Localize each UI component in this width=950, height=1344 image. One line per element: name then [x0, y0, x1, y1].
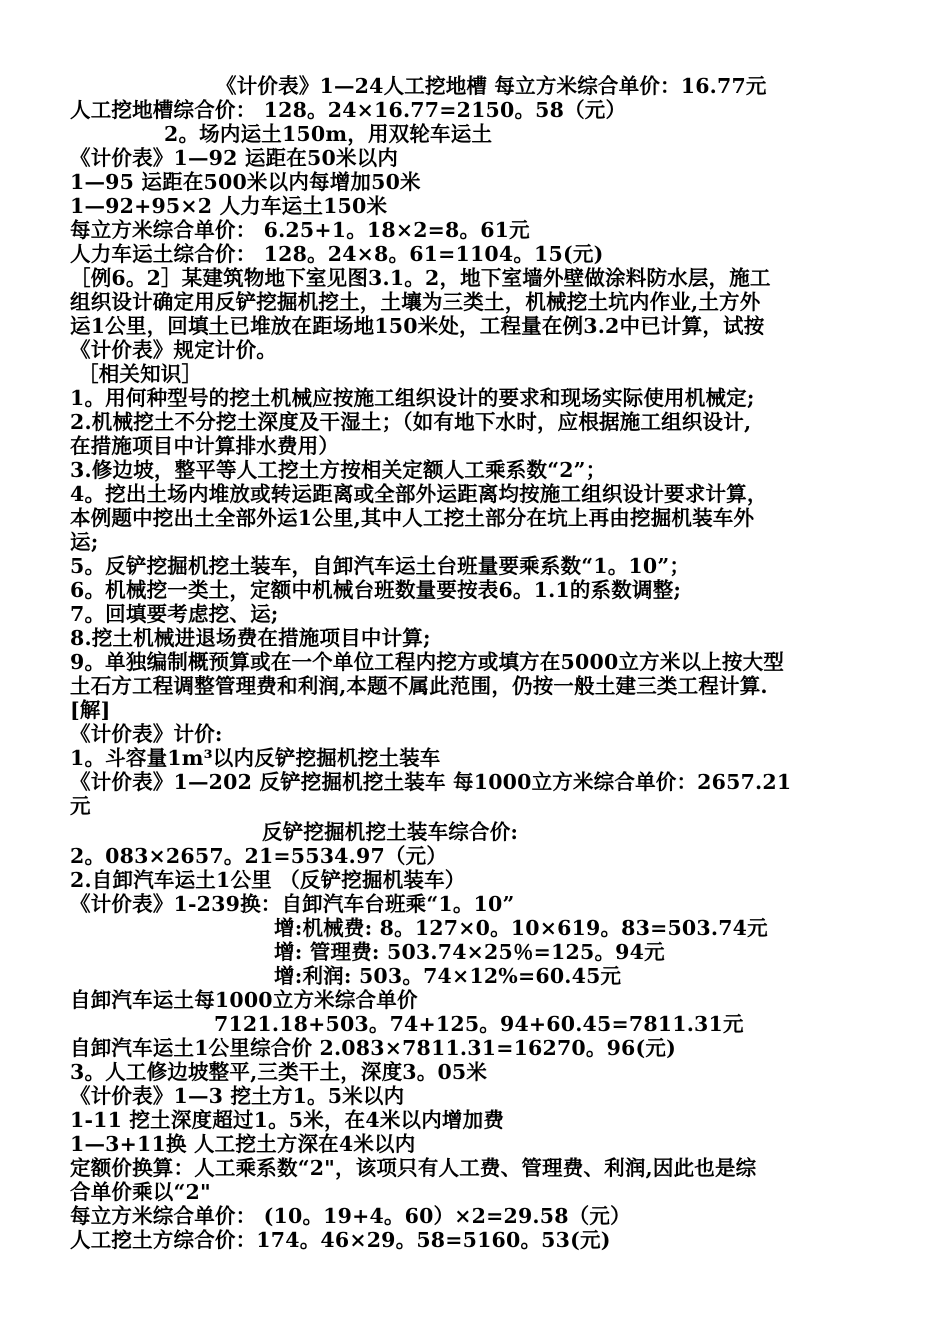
text-line: 7。回填要考虑挖、运;: [70, 602, 279, 626]
text-line: 4。挖出土场内堆放或转运距离或全部外运距离均按施工组织设计要求计算，: [70, 482, 768, 506]
text-line: 人工挖土方综合价：174。46×29。58=5160。53(元): [70, 1228, 611, 1252]
text-line: 增: 管理费: 503.74×25％=125。94元: [274, 940, 665, 964]
text-line: 合单价乘以“2": [70, 1180, 211, 1204]
text-line: 2。083×2657。21=5534.97（元）: [70, 844, 448, 868]
text-line: 增:利润: 503。74×12%=60.45元: [274, 964, 622, 988]
text-line: 在措施项目中计算排水费用）: [70, 434, 340, 458]
text-line: 2.机械挖土不分挖土深度及干湿土；（如有地下水时，应根据施工组织设计,: [70, 410, 752, 434]
text-line: 《计价表》1—3 挖土方1。5米以内: [70, 1084, 405, 1108]
text-line: 《计价表》1—24人工挖地槽 每立方米综合单价：16.77元: [216, 74, 767, 98]
text-line: 9。单独编制概预算或在一个单位工程内挖方或填方在5000立方米以上按大型: [70, 650, 785, 674]
text-line: 8.挖土机械进退场费在措施项目中计算;: [70, 626, 431, 650]
text-line: 5。反铲挖掘机挖土装车，自卸汽车运土台班量要乘系数“1。10”；: [70, 554, 691, 578]
text-line: 《计价表》1—92 运距在50米以内: [70, 146, 399, 170]
text-line: 《计价表》1-239换：自卸汽车台班乘“1。10”: [70, 892, 515, 916]
text-line: 定额价换算：人工乘系数“2"，该项只有人工费、管理费、利润,因此也是综: [70, 1156, 757, 1180]
text-line: 《计价表》计价:: [70, 722, 223, 746]
text-line: 人工挖地槽综合价： 128。24×16.77=2150。58（元）: [70, 98, 627, 122]
text-line: 3.修边坡，整平等人工挖土方按相关定额人工乘系数“2”；: [70, 458, 607, 482]
text-line: 本例题中挖出土全部外运1公里,其中人工挖土部分在坑上再由挖掘机装车外: [70, 506, 755, 530]
text-line: 7121.18+503。74+125。94+60.45=7811.31元: [214, 1012, 744, 1036]
section-heading: ［相关知识］: [78, 362, 203, 386]
text-line: 《计价表》规定计价。: [70, 338, 277, 362]
text-line: 2.自卸汽车运土1公里 （反铲挖掘机装车）: [70, 868, 466, 892]
text-line: 自卸汽车运土每1000立方米综合单价: [70, 988, 418, 1012]
text-line: 每立方米综合单价： (10。19+4。60）×2=29.58（元）: [70, 1204, 631, 1228]
text-line: 1—95 运距在500米以内每增加50米: [70, 170, 421, 194]
text-line: 运1公里，回填土已堆放在距场地150米处，工程量在例3.2中已计算，试按: [70, 314, 765, 338]
text-line: 反铲挖掘机挖土装车综合价:: [262, 820, 519, 844]
text-line: 3。人工修边坡整平,三类干土，深度3。05米: [70, 1060, 488, 1084]
text-line: 人力车运土综合价： 128。24×8。61=1104。15(元): [70, 242, 604, 266]
text-line: 自卸汽车运土1公里综合价 2.083×7811.31=16270。96(元): [70, 1036, 677, 1060]
text-line: 元: [70, 794, 91, 818]
text-line: 每立方米综合单价： 6.25+1。18×2=8。61元: [70, 218, 530, 242]
text-line: 《计价表》1—202 反铲挖掘机挖土装车 每1000立方米综合单价：2657.21: [70, 770, 792, 794]
text-line: 1。用何种型号的挖土机械应按施工组织设计的要求和现场实际使用机械定;: [70, 386, 755, 410]
text-line: 组织设计确定用反铲挖掘机挖土，土壤为三类土，机械挖土坑内作业,土方外: [70, 290, 761, 314]
text-line: 1。斗容量1m³以内反铲挖掘机挖土装车: [70, 746, 441, 770]
text-line: 土石方工程调整管理费和利润,本题不属此范围，仍按一般土建三类工程计算.: [70, 674, 768, 698]
text-line: 1-11 挖土深度超过1。5米，在4米以内增加费: [70, 1108, 505, 1132]
text-line: ［例6。2］某建筑物地下室见图3.1。2，地下室墙外壁做涂料防水层，施工: [70, 266, 771, 290]
text-line: 6。机械挖一类土，定额中机械台班数量要按表6。1.1的系数调整;: [70, 578, 682, 602]
text-line: 2。场内运土150m，用双轮车运土: [164, 122, 493, 146]
text-line: 增:机械费: 8。127×0。10×619。83=503.74元: [274, 916, 768, 940]
text-line: 运;: [70, 530, 99, 554]
section-heading: [解]: [70, 698, 111, 722]
text-line: 1—92+95×2 人力车运土150米: [70, 194, 388, 218]
text-line: 1—3+11换 人工挖土方深在4米以内: [70, 1132, 416, 1156]
